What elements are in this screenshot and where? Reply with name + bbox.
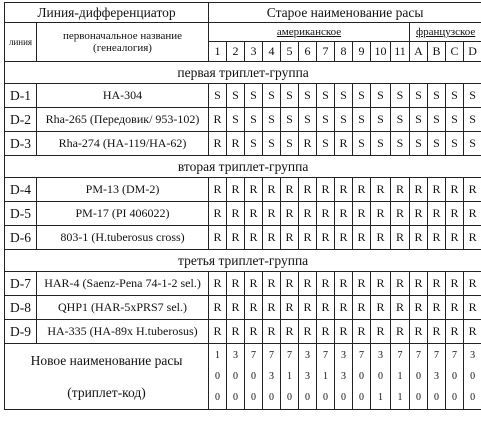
triplet-code-digit: 0 [452, 371, 458, 382]
race-column-header: 1 [209, 42, 227, 62]
triplet-code-digit: 7 [251, 350, 257, 361]
reaction-cell: S [446, 132, 464, 156]
reaction-cell: R [410, 272, 428, 296]
triplet-code-digit: 7 [287, 350, 293, 361]
reaction-cell: S [245, 84, 263, 108]
line-code: D-4 [5, 178, 37, 202]
reaction-cell: R [209, 108, 227, 132]
line-code: D-7 [5, 272, 37, 296]
triplet-group-row [5, 62, 481, 84]
reaction-cell: S [299, 84, 317, 108]
reaction-cell: R [209, 132, 227, 156]
race-column-header: 10 [371, 42, 391, 62]
race-column-header: 9 [353, 42, 371, 62]
reaction-cell: S [371, 84, 391, 108]
reaction-cell: R [227, 178, 245, 202]
reaction-cell: R [227, 202, 245, 226]
reaction-cell: R [281, 202, 299, 226]
triplet-code-row [5, 344, 481, 410]
triplet-code-digit: 1 [215, 350, 221, 361]
reaction-cell: S [227, 108, 245, 132]
reaction-cell: R [299, 320, 317, 344]
header-line-differentiator: Линия-дифференциатор [5, 3, 209, 23]
reaction-cell: R [299, 296, 317, 320]
new-race-name-line1: Новое наименование расы [30, 352, 183, 368]
line-name: HA-335 (HA-89x H.tuberosus) [37, 320, 209, 344]
table-row [5, 226, 481, 250]
race-column-header: 6 [299, 42, 317, 62]
triplet-code-digit: 0 [287, 392, 293, 403]
race-column-header: 5 [281, 42, 299, 62]
reaction-cell: R [410, 320, 428, 344]
triplet-code-digit: 7 [359, 350, 365, 361]
reaction-cell: S [209, 84, 227, 108]
race-column-header: 7 [317, 42, 335, 62]
reaction-cell: S [281, 108, 299, 132]
reaction-cell: R [446, 178, 464, 202]
reaction-cell: S [263, 108, 281, 132]
reaction-cell: R [371, 226, 391, 250]
race-column-header: 4 [263, 42, 281, 62]
triplet-code-digit: 0 [269, 392, 275, 403]
reaction-cell: R [299, 132, 317, 156]
line-name: HA-304 [37, 84, 209, 108]
reaction-cell: R [299, 226, 317, 250]
reaction-cell: R [245, 272, 263, 296]
triplet-code-digit: 1 [323, 371, 329, 382]
reaction-cell: R [245, 296, 263, 320]
race-column-header: C [446, 42, 464, 62]
reaction-cell: R [353, 320, 371, 344]
reaction-cell: R [209, 272, 227, 296]
triplet-code-digit: 1 [397, 371, 403, 382]
race-column-header: D [464, 42, 481, 62]
reaction-cell: S [299, 108, 317, 132]
reaction-cell: S [317, 132, 335, 156]
line-name: PM-13 (DM-2) [37, 178, 209, 202]
reaction-cell: S [281, 132, 299, 156]
reaction-cell: S [428, 84, 446, 108]
new-race-name-label [5, 344, 209, 410]
triplet-code-cell [335, 344, 353, 410]
reaction-cell: S [353, 84, 371, 108]
reaction-cell: R [335, 202, 353, 226]
triplet-code-cell [391, 344, 410, 410]
reaction-cell: R [353, 202, 371, 226]
reaction-cell: R [335, 132, 353, 156]
triplet-code-digit: 1 [378, 392, 384, 403]
reaction-cell: S [245, 108, 263, 132]
triplet-code-cell [464, 344, 481, 410]
reaction-cell: R [428, 178, 446, 202]
reaction-cell: R [335, 226, 353, 250]
triplet-code-cell [299, 344, 317, 410]
reaction-cell: S [281, 84, 299, 108]
triplet-code-cell [317, 344, 335, 410]
reaction-cell: R [353, 178, 371, 202]
reaction-cell: S [428, 108, 446, 132]
triplet-code-digit: 0 [452, 392, 458, 403]
reaction-cell: S [317, 108, 335, 132]
triplet-code-digit: 0 [378, 371, 384, 382]
line-name: Rha-274 (HA-119/HA-62) [37, 132, 209, 156]
triplet-code-digit: 0 [470, 392, 476, 403]
triplet-group-title: первая триплет-группа [5, 62, 481, 84]
reaction-cell: R [428, 320, 446, 344]
reaction-cell: R [281, 178, 299, 202]
table-row [5, 108, 481, 132]
reaction-cell: R [227, 132, 245, 156]
triplet-code-digit: 3 [470, 350, 476, 361]
header-french: французское [410, 23, 481, 42]
triplet-code-digit: 0 [341, 392, 347, 403]
reaction-cell: R [410, 296, 428, 320]
reaction-cell: R [353, 226, 371, 250]
race-table [4, 2, 481, 410]
reaction-cell: S [391, 108, 410, 132]
reaction-cell: S [410, 108, 428, 132]
reaction-cell: R [371, 320, 391, 344]
reaction-cell: S [410, 84, 428, 108]
triplet-code-cell [263, 344, 281, 410]
reaction-cell: R [281, 226, 299, 250]
reaction-cell: S [428, 132, 446, 156]
reaction-cell: R [464, 226, 481, 250]
triplet-code-digit: 3 [434, 371, 440, 382]
line-code: D-5 [5, 202, 37, 226]
reaction-cell: R [353, 272, 371, 296]
reaction-cell: S [464, 108, 481, 132]
reaction-cell: R [263, 178, 281, 202]
triplet-code-digit: 0 [305, 392, 311, 403]
reaction-cell: R [391, 226, 410, 250]
line-code: D-1 [5, 84, 37, 108]
triplet-code-digit: 0 [251, 371, 257, 382]
line-code: D-2 [5, 108, 37, 132]
reaction-cell: S [410, 132, 428, 156]
triplet-code-digit: 7 [452, 350, 458, 361]
triplet-code-cell [227, 344, 245, 410]
triplet-code-digit: 0 [434, 392, 440, 403]
triplet-code-digit: 7 [416, 350, 422, 361]
reaction-cell: S [353, 108, 371, 132]
reaction-cell: R [263, 202, 281, 226]
reaction-cell: R [335, 320, 353, 344]
triplet-code-cell [353, 344, 371, 410]
reaction-cell: S [464, 132, 481, 156]
reaction-cell: R [464, 178, 481, 202]
reaction-cell: R [371, 178, 391, 202]
header-old-race-name: Старое наименование расы [209, 3, 481, 23]
reaction-cell: R [371, 296, 391, 320]
triplet-code-digit: 0 [359, 392, 365, 403]
reaction-cell: S [263, 84, 281, 108]
reaction-cell: S [391, 132, 410, 156]
header-line: линия [5, 23, 37, 62]
new-race-name-line2: (триплет-код) [67, 384, 146, 400]
triplet-code-cell [245, 344, 263, 410]
reaction-cell: R [209, 296, 227, 320]
triplet-code-cell [281, 344, 299, 410]
reaction-cell: R [335, 296, 353, 320]
triplet-code-digit: 7 [434, 350, 440, 361]
reaction-cell: R [317, 202, 335, 226]
reaction-cell: R [317, 226, 335, 250]
line-name: Rha-265 (Передовик/ 953-102) [37, 108, 209, 132]
reaction-cell: R [209, 226, 227, 250]
triplet-code-digit: 0 [233, 371, 239, 382]
reaction-cell: S [371, 132, 391, 156]
triplet-code-digit: 3 [305, 371, 311, 382]
triplet-code-digit: 3 [305, 350, 311, 361]
reaction-cell: R [227, 320, 245, 344]
table-row [5, 320, 481, 344]
reaction-cell: R [299, 272, 317, 296]
table-row [5, 202, 481, 226]
reaction-cell: R [317, 178, 335, 202]
reaction-cell: R [428, 296, 446, 320]
reaction-cell: R [263, 296, 281, 320]
reaction-cell: R [391, 320, 410, 344]
reaction-cell: R [227, 272, 245, 296]
reaction-cell: R [446, 320, 464, 344]
reaction-cell: S [317, 84, 335, 108]
triplet-code-digit: 0 [470, 371, 476, 382]
reaction-cell: R [335, 178, 353, 202]
reaction-cell: S [446, 108, 464, 132]
reaction-cell: R [446, 226, 464, 250]
reaction-cell: R [245, 320, 263, 344]
reaction-cell: R [371, 202, 391, 226]
line-name: 803-1 (H.tuberosus cross) [37, 226, 209, 250]
reaction-cell: S [263, 132, 281, 156]
reaction-cell: S [245, 132, 263, 156]
reaction-cell: R [317, 320, 335, 344]
header-original-name-line2: (генеалогия) [93, 42, 152, 54]
reaction-cell: R [281, 272, 299, 296]
triplet-code-digit: 0 [233, 392, 239, 403]
line-code: D-3 [5, 132, 37, 156]
reaction-cell: S [335, 108, 353, 132]
line-name: QHP1 (HAR-5xPRS7 sel.) [37, 296, 209, 320]
header-original-name [37, 23, 209, 62]
triplet-code-cell [410, 344, 428, 410]
reaction-cell: R [428, 272, 446, 296]
race-column-header: 2 [227, 42, 245, 62]
table-row [5, 272, 481, 296]
line-name: HAR-4 (Saenz-Pena 74-1-2 sel.) [37, 272, 209, 296]
reaction-cell: R [428, 202, 446, 226]
reaction-cell: R [227, 296, 245, 320]
line-code: D-8 [5, 296, 37, 320]
reaction-cell: R [446, 296, 464, 320]
triplet-code-digit: 3 [341, 371, 347, 382]
triplet-group-row [5, 156, 481, 178]
triplet-code-digit: 3 [269, 371, 275, 382]
reaction-cell: S [335, 84, 353, 108]
triplet-code-cell [371, 344, 391, 410]
reaction-cell: R [391, 178, 410, 202]
reaction-cell: S [227, 84, 245, 108]
triplet-code-cell [209, 344, 227, 410]
reaction-cell: R [464, 272, 481, 296]
race-column-header: 11 [391, 42, 410, 62]
reaction-cell: R [299, 178, 317, 202]
triplet-group-row [5, 250, 481, 272]
triplet-code-digit: 0 [416, 371, 422, 382]
reaction-cell: S [464, 84, 481, 108]
reaction-cell: R [464, 296, 481, 320]
reaction-cell: R [410, 202, 428, 226]
reaction-cell: R [353, 296, 371, 320]
line-name: PM-17 (PI 406022) [37, 202, 209, 226]
reaction-cell: R [410, 226, 428, 250]
reaction-cell: R [446, 202, 464, 226]
table-row [5, 178, 481, 202]
race-column-header: 8 [335, 42, 353, 62]
reaction-cell: R [391, 296, 410, 320]
triplet-code-digit: 3 [341, 350, 347, 361]
triplet-code-digit: 3 [233, 350, 239, 361]
line-code: D-6 [5, 226, 37, 250]
race-column-header: 3 [245, 42, 263, 62]
line-code: D-9 [5, 320, 37, 344]
reaction-cell: R [428, 226, 446, 250]
triplet-code-digit: 1 [397, 392, 403, 403]
table-row [5, 132, 481, 156]
reaction-cell: R [263, 226, 281, 250]
triplet-code-digit: 0 [359, 371, 365, 382]
reaction-cell: R [263, 272, 281, 296]
reaction-cell: R [391, 272, 410, 296]
triplet-group-title: вторая триплет-группа [5, 156, 481, 178]
triplet-code-digit: 0 [323, 392, 329, 403]
reaction-cell: R [410, 178, 428, 202]
reaction-cell: R [281, 320, 299, 344]
triplet-code-digit: 0 [416, 392, 422, 403]
reaction-cell: R [245, 226, 263, 250]
reaction-cell: R [299, 202, 317, 226]
triplet-code-digit: 3 [378, 350, 384, 361]
reaction-cell: R [371, 272, 391, 296]
reaction-cell: R [464, 320, 481, 344]
reaction-cell: R [446, 272, 464, 296]
reaction-cell: R [263, 320, 281, 344]
table-row [5, 296, 481, 320]
reaction-cell: R [335, 272, 353, 296]
reaction-cell: S [391, 84, 410, 108]
reaction-cell: R [391, 202, 410, 226]
triplet-code-digit: 7 [269, 350, 275, 361]
reaction-cell: R [317, 296, 335, 320]
triplet-group-title: третья триплет-группа [5, 250, 481, 272]
reaction-cell: R [209, 202, 227, 226]
race-column-header: B [428, 42, 446, 62]
reaction-cell: S [446, 84, 464, 108]
triplet-code-digit: 7 [323, 350, 329, 361]
reaction-cell: R [464, 202, 481, 226]
triplet-code-digit: 0 [215, 371, 221, 382]
triplet-code-digit: 0 [251, 392, 257, 403]
reaction-cell: R [209, 178, 227, 202]
triplet-code-cell [428, 344, 446, 410]
reaction-cell: R [227, 226, 245, 250]
header-american: американское [209, 23, 410, 42]
triplet-code-digit: 1 [287, 371, 293, 382]
reaction-cell: R [245, 202, 263, 226]
triplet-code-digit: 7 [397, 350, 403, 361]
reaction-cell: R [209, 320, 227, 344]
reaction-cell: S [353, 132, 371, 156]
reaction-cell: S [371, 108, 391, 132]
triplet-code-digit: 0 [215, 392, 221, 403]
triplet-code-cell [446, 344, 464, 410]
header-original-name-line1: первоначальное название [62, 30, 183, 42]
table-row [5, 84, 481, 108]
reaction-cell: R [245, 178, 263, 202]
race-column-header: A [410, 42, 428, 62]
reaction-cell: R [317, 272, 335, 296]
reaction-cell: R [281, 296, 299, 320]
